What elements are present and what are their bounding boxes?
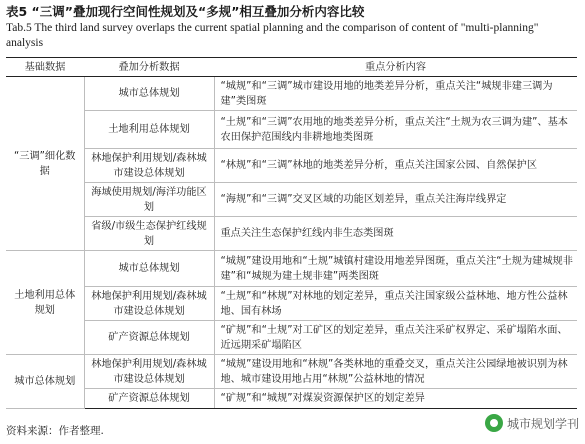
table-row — [6, 287, 577, 321]
overlay-cell: 海域使用规划/海洋功能区划 — [84, 183, 214, 217]
overlay-cell: 林地保护利用规划/森林城市建设总体规划 — [84, 287, 214, 321]
header-overlay-data: 叠加分析数据 — [84, 58, 214, 77]
focus-cell: “城规”建设用地和“林规”各类林地的重叠交叉，重点关注公园绿地被识别为林地、城市建设用地占用“林规”公益林地的情况 — [214, 355, 577, 389]
overlay-cell: 省级/市级生态保护红线规划 — [84, 217, 214, 251]
table-row — [6, 251, 577, 287]
table-title-cn: 表5 “三调”叠加现行空间性规划及“多规”相互叠加分析内容比较 — [6, 4, 365, 19]
focus-cell: “城规”和“三调”城市建设用地的地类差异分析，重点关注“城规非建三调为建”类图斑 — [214, 77, 577, 111]
overlay-cell: 城市总体规划 — [84, 251, 214, 287]
focus-cell: “土规”和“林规”对林地的划定差异，重点关注国家级公益林地、地方性公益林地、国有林场 — [214, 287, 577, 321]
overlay-cell: 林地保护利用规划/森林城市建设总体规划 — [84, 355, 214, 389]
comparison-table — [6, 57, 577, 409]
focus-cell: 重点关注生态保护红线内非生态类图斑 — [214, 217, 577, 251]
base-cell: 城市总体规划 — [6, 355, 84, 409]
header-base-data: 基础数据 — [6, 58, 84, 77]
wechat-logo-icon — [485, 414, 503, 432]
overlay-cell: 林地保护利用规划/森林城市建设总体规划 — [84, 149, 214, 183]
focus-cell: “城规”建设用地和“土规”城镇村建设用地差异图斑，重点关注“土规为建城规非建”和“城规为建土规非建”两类图斑 — [214, 251, 577, 287]
table-row — [6, 77, 577, 111]
overlay-cell: 城市总体规划 — [84, 77, 214, 111]
table-title-en: Tab.5 The third land survey overlaps the current spatial planning and the comparison of content of "multi-planning" analysis — [6, 22, 539, 49]
table-row — [6, 149, 577, 183]
focus-cell: “海规”和“三调”交叉区域的功能区划差异，重点关注海岸线界定 — [214, 183, 577, 217]
focus-cell: “林规”和“三调”林地的地类差异分析，重点关注国家公园、自然保护区 — [214, 149, 577, 183]
header-focus-content: 重点分析内容 — [214, 58, 577, 77]
table-row — [6, 321, 577, 355]
overlay-cell: 矿产资源总体规划 — [84, 321, 214, 355]
table-header-row — [6, 58, 577, 77]
focus-cell: “矿规”和“城规”对煤炭资源保护区的划定差异 — [214, 389, 577, 409]
watermark-text: 城市规划学刊 — [506, 416, 579, 431]
overlay-cell: 矿产资源总体规划 — [84, 389, 214, 409]
table-row — [6, 183, 577, 217]
watermark — [485, 412, 579, 434]
overlay-cell: 土地利用总体规划 — [84, 111, 214, 149]
base-cell: 土地利用总体规划 — [6, 251, 84, 355]
table-row — [6, 389, 577, 409]
table-row — [6, 111, 577, 149]
table-row — [6, 355, 577, 389]
source-note: 资料来源：作者整理. — [6, 425, 104, 437]
base-cell: “三调”细化数据 — [6, 77, 84, 251]
table-row — [6, 217, 577, 251]
focus-cell: “矿规”和“土规”对工矿区的划定差异，重点关注采矿权界定、采矿塌陷水面、近远期采矿塌陷区 — [214, 321, 577, 355]
focus-cell: “土规”和“三调”农用地的地类差异分析，重点关注“土规为农三调为建”、基本农田保护范围线内非耕地地类图斑 — [214, 111, 577, 149]
